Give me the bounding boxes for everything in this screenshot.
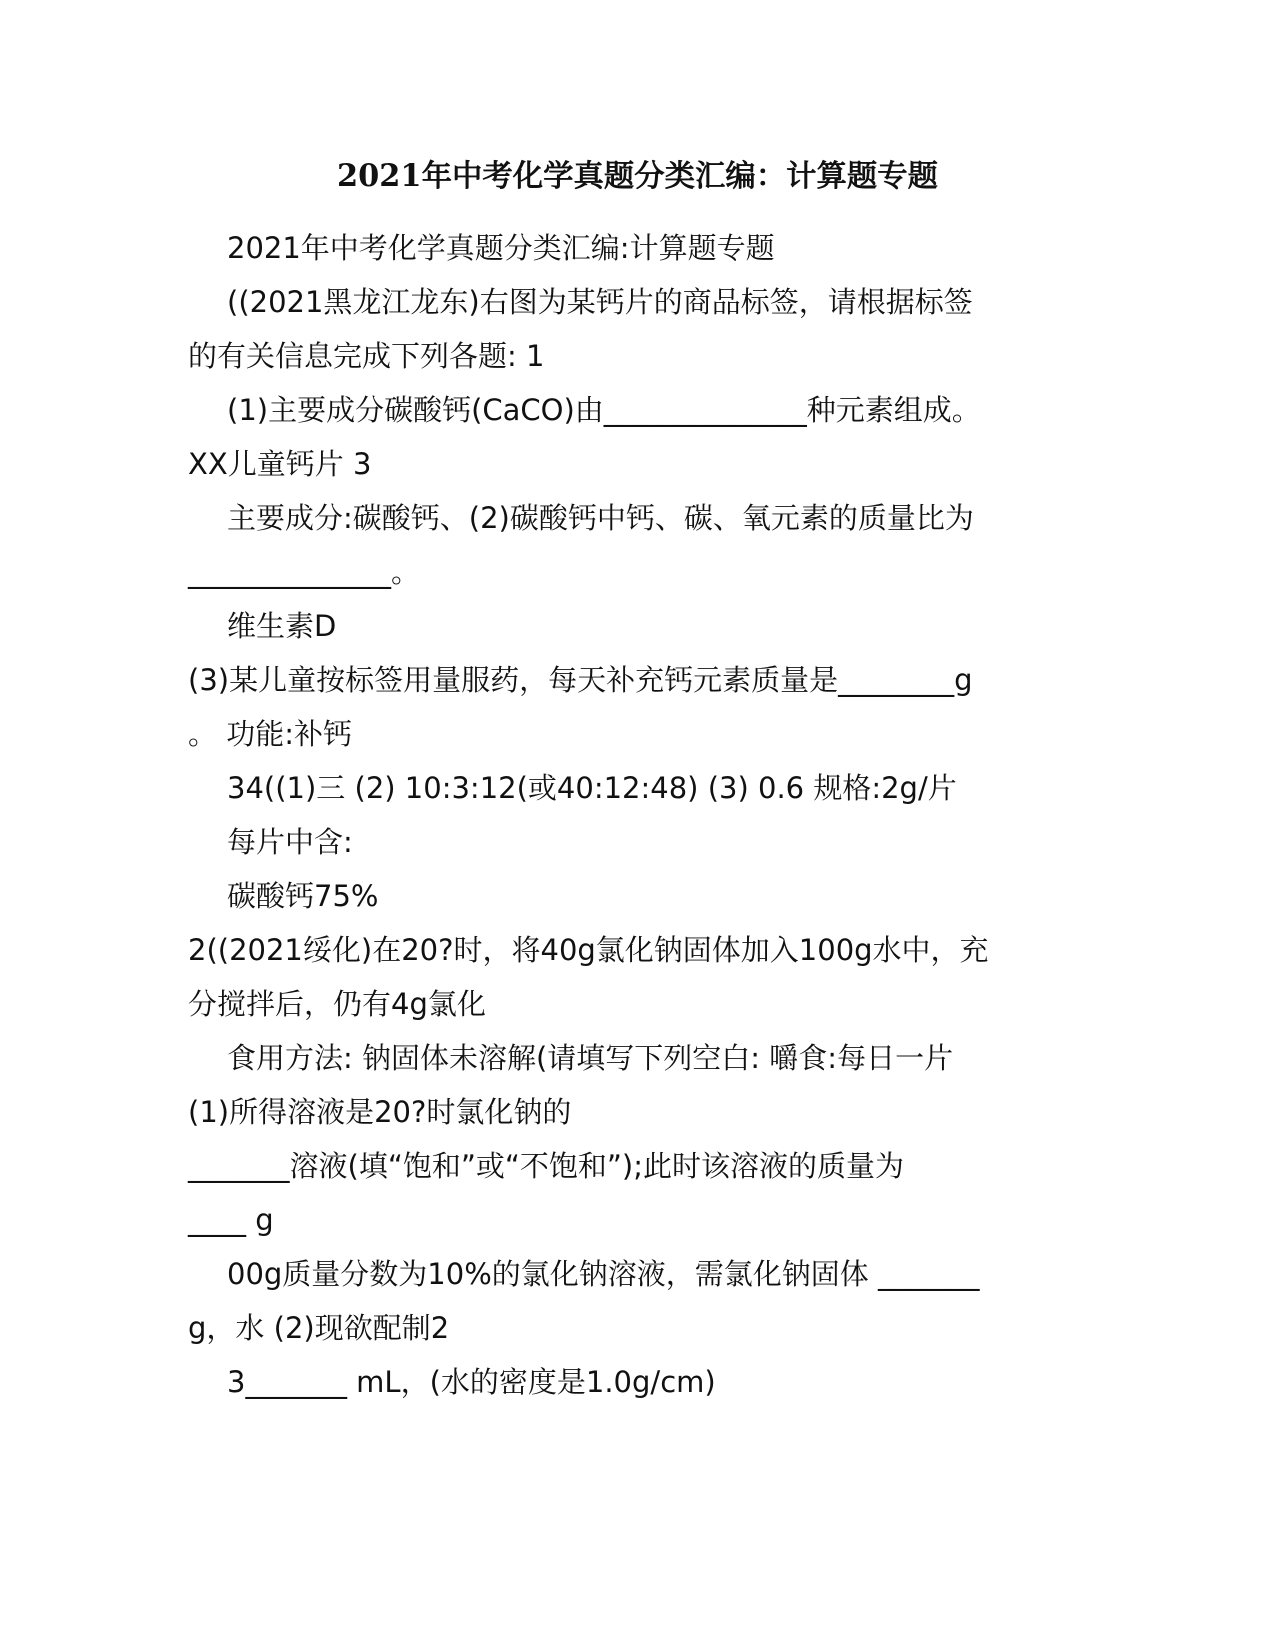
text-line: 每片中含: [227, 825, 353, 859]
text-line: XX儿童钙片 3 [188, 447, 372, 481]
text-line: g，水 (2)现欲配制2 [188, 1311, 450, 1345]
text-line: 主要成分:碳酸钙、(2)碳酸钙中钙、碳、氧元素的质量比为 [227, 501, 974, 535]
text-line: 。 功能:补钙 [188, 717, 352, 751]
document-title: 2021年中考化学真题分类汇编：计算题专题 [337, 158, 938, 194]
text-line: 34((1)三 (2) 10:3:12(或40:12:48) (3) 0.6 规格:2g/片 [227, 771, 957, 805]
text-line: 食用方法: 钠固体未溶解(请填写下列空白: 嚼食:每日一片 [227, 1041, 954, 1075]
text-line: (1)所得溶液是20?时氯化钠的 [188, 1095, 572, 1129]
text-line: ______________。 [188, 555, 421, 589]
text-line: 2021年中考化学真题分类汇编:计算题专题 [227, 231, 775, 265]
text-line: 2((2021绥化)在20?时，将40g氯化钠固体加入100g水中，充 [188, 933, 989, 967]
text-line: _______溶液(填“饱和”或“不饱和”);此时该溶液的质量为 [188, 1149, 904, 1183]
text-line: 维生素D [227, 609, 337, 643]
text-line: 00g质量分数为10%的氯化钠溶液，需氯化钠固体 _______ [227, 1257, 980, 1291]
text-line: 碳酸钙75% [227, 879, 379, 913]
text-line: ____ g [188, 1203, 274, 1237]
text-line: 3_______ mL，(水的密度是1.0g/cm) [227, 1365, 716, 1399]
text-line: 的有关信息完成下列各题: 1 [188, 339, 545, 373]
text-line: 分搅拌后，仍有4g氯化 [188, 987, 486, 1021]
text-line: ((2021黑龙江龙东)右图为某钙片的商品标签，请根据标签 [227, 285, 973, 319]
text-line: (3)某儿童按标签用量服药，每天补充钙元素质量是________g [188, 663, 973, 697]
text-line: (1)主要成分碳酸钙(CaCO)由______________种元素组成。 [227, 393, 981, 427]
